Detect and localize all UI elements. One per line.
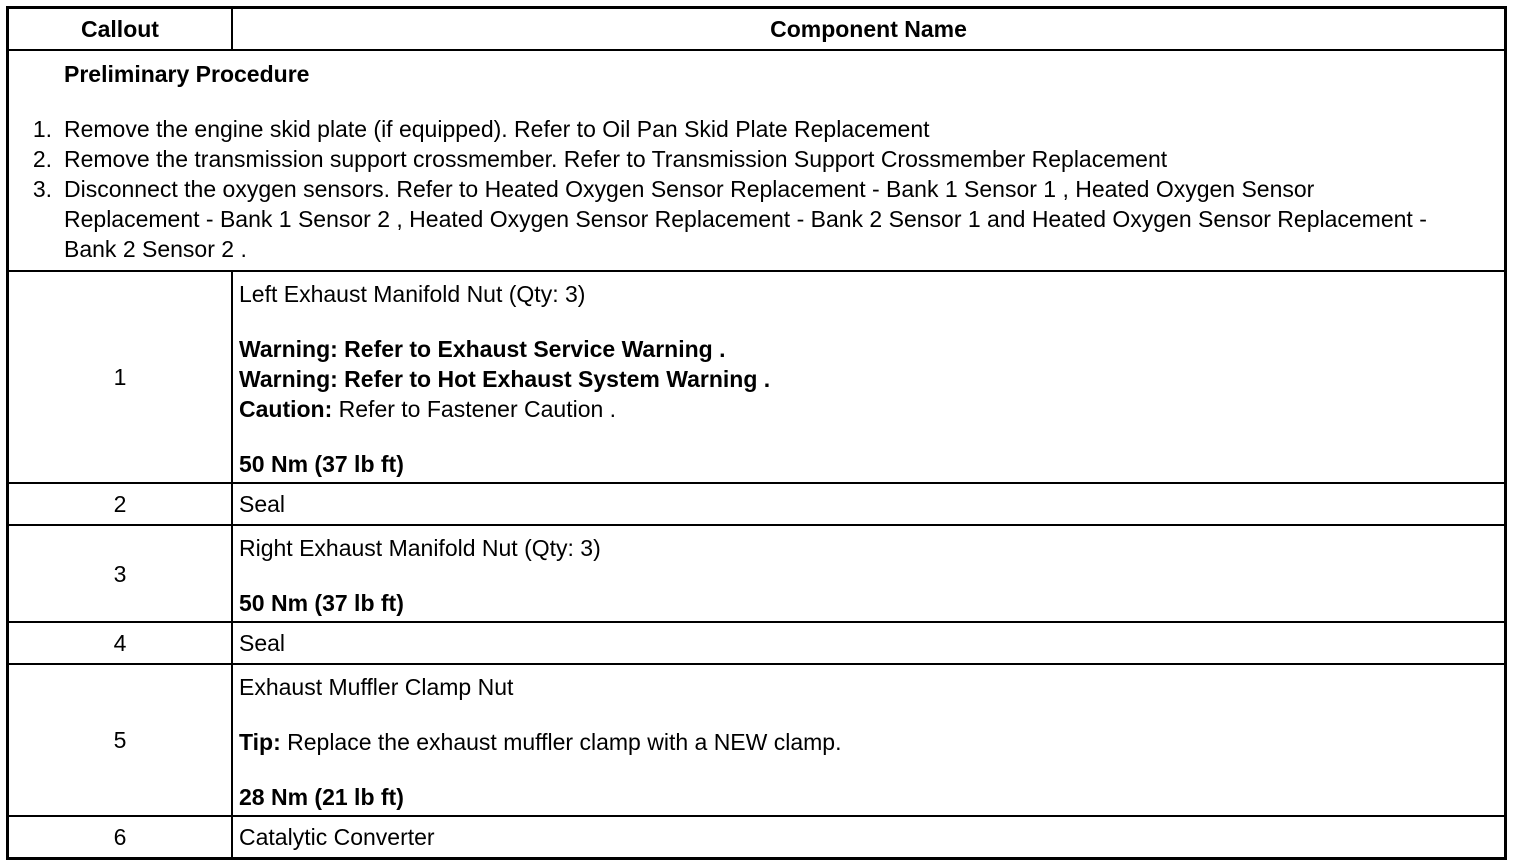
callout-number: 1 — [8, 271, 233, 483]
preliminary-cell — [8, 50, 1506, 271]
header-component-name: Component Name — [232, 8, 1506, 51]
component-name: Left Exhaust Manifold Nut (Qty: 3) — [239, 281, 586, 307]
torque-spec: 28 Nm (21 lb ft) — [239, 784, 404, 810]
step-item — [9, 114, 1504, 144]
warning-label: Warning: — [239, 366, 338, 392]
callout-number: 2 — [8, 483, 233, 525]
preliminary-title: Preliminary Procedure — [64, 61, 310, 87]
callout-number: 4 — [8, 622, 233, 664]
torque-spec: 50 Nm (37 lb ft) — [239, 451, 404, 477]
table-row — [8, 483, 1506, 525]
preliminary-row — [8, 50, 1506, 271]
header-row — [8, 8, 1506, 51]
callout-number: 6 — [8, 816, 233, 859]
warning-line — [239, 364, 1504, 394]
table-row — [8, 816, 1506, 859]
warning-line — [239, 334, 1504, 364]
component-name: Right Exhaust Manifold Nut (Qty: 3) — [239, 535, 601, 561]
warning-text: Refer to Exhaust Service Warning . — [337, 336, 726, 362]
component-cell — [232, 664, 1506, 816]
tip-line — [239, 727, 1504, 757]
component-cell — [232, 525, 1506, 622]
torque-spec: 50 Nm (37 lb ft) — [239, 590, 404, 616]
header-callout: Callout — [8, 8, 233, 51]
table-row — [8, 525, 1506, 622]
tip-label: Tip: — [239, 729, 281, 755]
component-name: Exhaust Muffler Clamp Nut — [239, 674, 514, 700]
warning-text: Refer to Hot Exhaust System Warning . — [337, 366, 771, 392]
step-number: 2. — [32, 146, 52, 172]
callout-table — [6, 6, 1507, 860]
component-cell — [232, 271, 1506, 483]
table-row — [8, 664, 1506, 816]
step-number: 3. — [32, 176, 52, 202]
component-name: Seal — [232, 622, 1506, 664]
step-text: Disconnect the oxygen sensors. Refer to Heated Oxygen Sensor Replacement - Bank 1 Sensor 1 , Heated Oxygen Sensor Replacement - Bank 1 Sensor 2 , Heated Oxygen Sensor Replacement - Bank 2 Sensor 1 and Heated Oxygen Sensor Replacement - Bank 2 Sensor 2 . — [64, 176, 1427, 262]
component-name: Seal — [232, 483, 1506, 525]
step-text: Remove the transmission support crossmember. Refer to Transmission Support Crossmember Replacement — [64, 146, 1168, 172]
callout-number: 3 — [8, 525, 233, 622]
callout-number: 5 — [8, 664, 233, 816]
warning-label: Warning: — [239, 336, 338, 362]
table-row — [8, 622, 1506, 664]
table-row — [8, 271, 1506, 483]
caution-line — [239, 394, 1504, 424]
step-text: Remove the engine skid plate (if equipped). Refer to Oil Pan Skid Plate Replacement — [64, 116, 930, 142]
step-number: 1. — [32, 116, 52, 142]
component-name: Catalytic Converter — [232, 816, 1506, 859]
caution-text: Refer to Fastener Caution . — [332, 396, 617, 422]
step-item — [9, 144, 1504, 174]
caution-label: Caution: — [239, 396, 333, 422]
tip-text: Replace the exhaust muffler clamp with a NEW clamp. — [280, 729, 842, 755]
step-item — [9, 174, 1504, 264]
